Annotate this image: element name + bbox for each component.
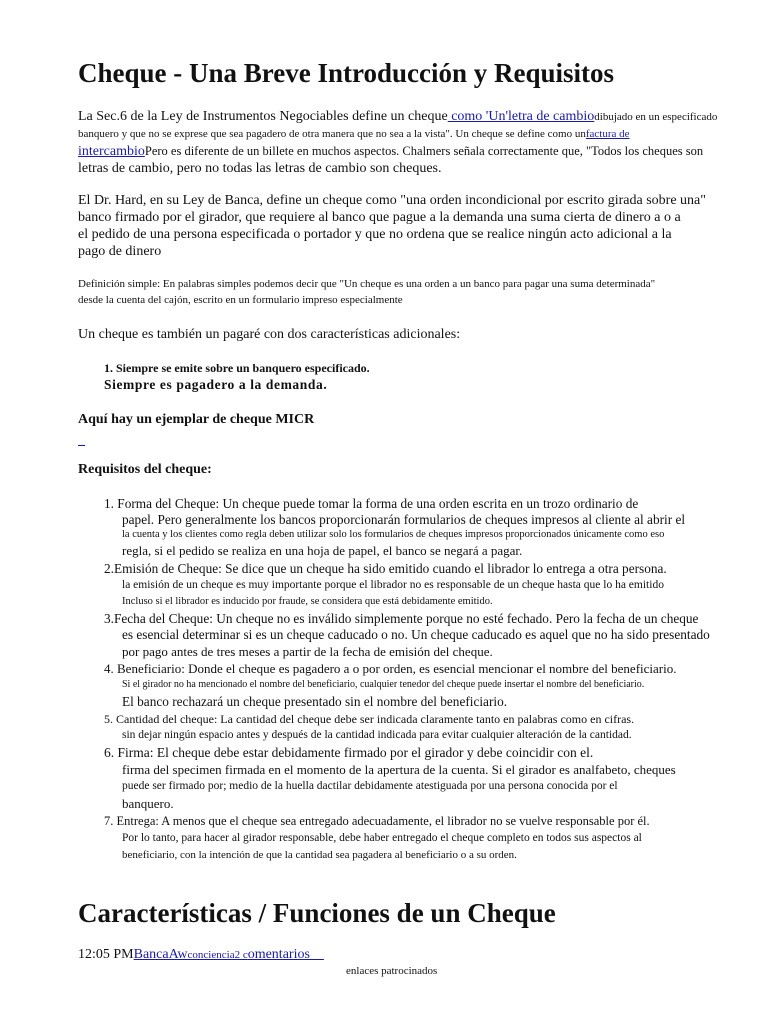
paragraph-line: El Dr. Hard, en su Ley de Banca, define un cheque como "una orden incondicional por escrito girada sobre una" (78, 193, 706, 208)
requirement-item: Si el girador no ha mencionado el nombre del beneficiario, cualquier tenedor del cheque puede insertar el nombre del beneficiario. (122, 679, 645, 690)
intro-text: La Sec.6 de la Ley de Instrumentos Negociables define un cheque (78, 109, 448, 124)
requirement-item: papel. Pero generalmente los bancos proporcionarán formularios de cheques impresos al cliente al abrir el (122, 512, 686, 527)
requirement-item: 6. Firma: El cheque debe estar debidamente firmado por el girador y debe coincidir con el. (104, 745, 594, 760)
page-title: Cheque - Una Breve Introducción y Requisitos (78, 58, 615, 88)
requirement-item: 5. Cantidad del cheque: La cantidad del cheque debe ser indicada claramente tanto en palabras como en cifras. (104, 712, 635, 726)
requirement-item: banquero. (122, 796, 174, 811)
intro-text: banquero y que no se exprese que sea pagadero de otra manera que no sea a la vista". Un cheque se define como un (78, 128, 586, 140)
paragraph-line: pago de dinero (78, 244, 162, 259)
factura-de-link[interactable]: factura de (585, 128, 630, 140)
label-link[interactable]: BancaAw (133, 947, 188, 962)
requirement-item: puede ser firmado por; medio de la huella dactilar debidamente atestiguada por una persona conocida por el (122, 780, 618, 792)
comments-link[interactable]: omentarios (247, 947, 324, 962)
simple-definition (78, 276, 762, 308)
requirements-heading: Requisitos del cheque: (78, 462, 212, 477)
micr-heading: Aquí hay un ejemplar de cheque MICR (78, 412, 315, 427)
requirement-item: regla, si el pedido se realiza en una hoja de papel, el banco se negará a pagar. (122, 543, 523, 558)
requirement-item: 3.Fecha del Cheque: Un cheque no es inválido simplemente porque no esté fechado. Pero la fecha de un cheque (104, 611, 699, 626)
requirement-item: es esencial determinar si es un cheque caducado o no. Un cheque caducado es aquel que no ha sido presentado (122, 627, 710, 642)
post-time: 12:05 PM (78, 947, 134, 962)
requirement-item: sin dejar ningún espacio antes y después de la cantidad indicada para evitar cualquier alteración de la cantidad. (122, 729, 632, 741)
intro-text: Pero es diferente de un billete en muchos aspectos. Chalmers señala correctamente que, "Todos los cheques son (144, 144, 704, 158)
paragraph-line: el pedido de una persona especificada o portador y que no ordena que se realice ningún acto adicional a la (78, 227, 672, 242)
requirement-item: 7. Entrega: A menos que el cheque sea entregado adecuadamente, el librador no se vuelve responsable por él. (104, 814, 650, 828)
intercambio-link[interactable]: intercambio (78, 144, 145, 159)
feature-item: Siempre es pagadero a la demanda. (104, 377, 328, 392)
requirement-item: firma del specimen firmada en el momento de la apertura de la cuenta. Si el girador es analfabeto, cheques (122, 762, 676, 777)
requirement-item: la cuenta y los clientes como regla deben utilizar solo los formularios de cheques impresos proporcionados únicamente como eso (122, 529, 665, 540)
intro-paragraph (78, 108, 762, 177)
letra-de-cambio-link[interactable]: como 'Un'letra de cambio (447, 109, 595, 124)
sponsored-links-label: enlaces patrocinados (346, 965, 438, 977)
section-title: Características / Funciones de un Cheque (78, 898, 556, 928)
paragraph-line: banco firmado por el girador, que requiere al banco que pague a la demanda una suma cierta de dinero a o a (78, 210, 681, 225)
post-footer (78, 947, 762, 963)
requirement-item: Por lo tanto, para hacer al girador responsable, debe haber entregado el cheque completo en todos sus aspectos al (122, 832, 642, 844)
requirement-item: beneficiario, con la intención de que la cantidad sea pagadera al beneficiario o a su orden. (122, 849, 517, 861)
requirement-item: por pago antes de tres meses a partir de la fecha de emisión del cheque. (122, 644, 493, 659)
requirement-item: la emisión de un cheque es muy importante porque el librador no es responsable de un cheque hasta que lo ha emitido (122, 579, 664, 591)
hard-paragraph (78, 192, 762, 260)
paragraph-line: Definición simple: En palabras simples podemos decir que "Un cheque es una orden a un banco para pagar una suma determinada" (78, 278, 656, 290)
label-link-2[interactable]: conciencia2 c (187, 949, 248, 961)
requirement-item: El banco rechazará un cheque presentado sin el nombre del beneficiario. (122, 694, 508, 709)
micr-sample-link[interactable]: _ (78, 433, 85, 448)
requirement-item: 4. Beneficiario: Donde el cheque es pagadero a o por orden, es esencial mencionar el nombre del beneficiario. (104, 661, 677, 676)
paragraph-line: desde la cuenta del cajón, escrito en un formulario impreso especialmente (78, 294, 403, 306)
features-list (104, 360, 768, 394)
pagare-line: Un cheque es también un pagaré con dos características adicionales: (78, 327, 461, 342)
requirement-item: 2.Emisión de Cheque: Se dice que un cheque ha sido emitido cuando el librador lo entrega a otra persona. (104, 561, 667, 576)
requirement-item: Incluso si el librador es inducido por fraude, se considera que está debidamente emitido. (122, 596, 493, 607)
requirement-item: 1. Forma del Cheque: Un cheque puede tomar la forma de una orden escrita en un trozo ordinario de (104, 496, 639, 511)
feature-item: 1. Siempre se emite sobre un banquero especificado. (104, 361, 370, 375)
intro-text: dibujado en un especificado (594, 111, 718, 123)
requirements-list (104, 495, 768, 864)
intro-text: letras de cambio, pero no todas las letras de cambio son cheques. (78, 161, 442, 176)
